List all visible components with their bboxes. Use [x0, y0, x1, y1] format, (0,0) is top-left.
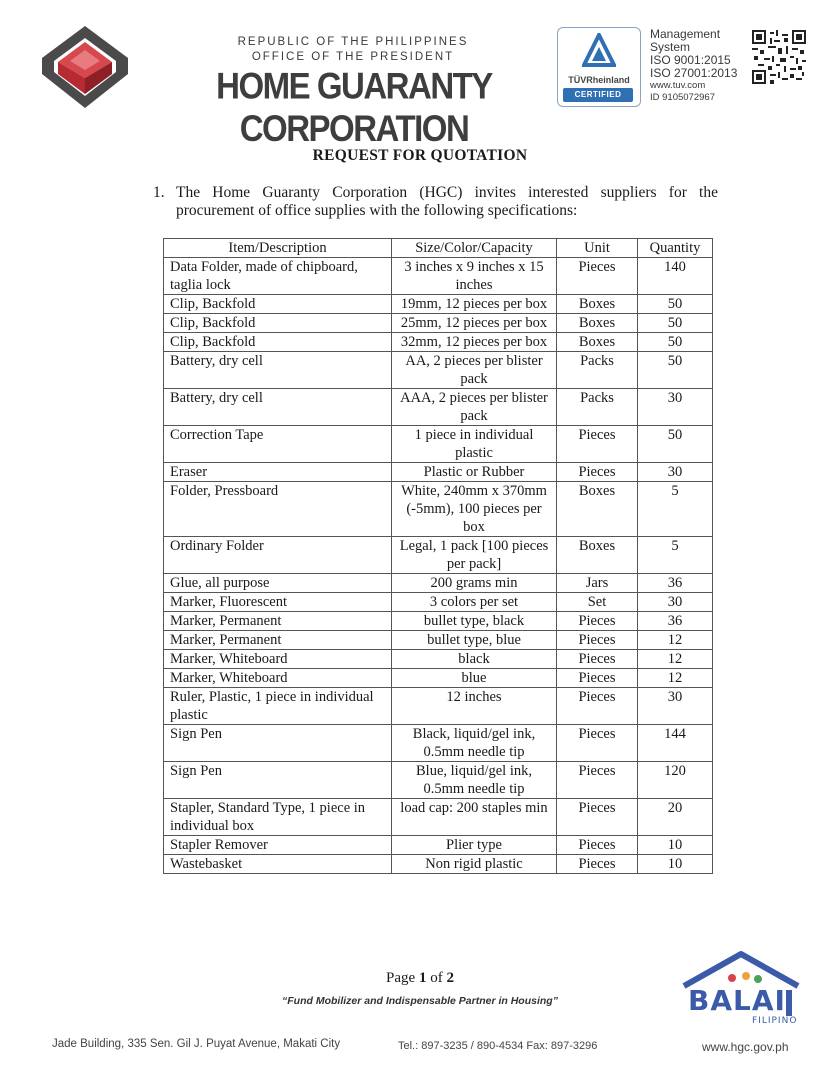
- iso-27001: ISO 27001:2013: [650, 66, 738, 80]
- balai-logo-subtext: FILIPINO: [752, 1016, 798, 1026]
- item-unit: Pieces: [557, 612, 638, 631]
- item-unit: Packs: [557, 352, 638, 389]
- header-size: Size/Color/Capacity: [392, 239, 557, 258]
- item-size: 12 inches: [392, 688, 557, 725]
- item-size: 19mm, 12 pieces per box: [392, 295, 557, 314]
- item-quantity: 20: [638, 799, 713, 836]
- item-size: 3 inches x 9 inches x 15 inches: [392, 258, 557, 295]
- management-line1: Management: [650, 27, 721, 41]
- item-size: bullet type, black: [392, 612, 557, 631]
- item-description: Correction Tape: [164, 426, 392, 463]
- table-row: [164, 258, 713, 295]
- item-quantity: 30: [638, 389, 713, 426]
- table-row: [164, 537, 713, 574]
- tuv-id: ID 9105072967: [650, 92, 715, 103]
- item-description: Battery, dry cell: [164, 389, 392, 426]
- table-row: [164, 574, 713, 593]
- item-size: 3 colors per set: [392, 593, 557, 612]
- item-unit: Packs: [557, 389, 638, 426]
- table-row: [164, 463, 713, 482]
- item-description: Marker, Permanent: [164, 612, 392, 631]
- item-unit: Pieces: [557, 855, 638, 874]
- item-description: Wastebasket: [164, 855, 392, 874]
- item-size: black: [392, 650, 557, 669]
- item-quantity: 5: [638, 537, 713, 574]
- table-row: [164, 799, 713, 836]
- tuv-certified-label: CERTIFIED: [563, 88, 633, 102]
- item-description: Stapler, Standard Type, 1 piece in individual box: [164, 799, 392, 836]
- header-quantity: Quantity: [638, 239, 713, 258]
- tuv-website: www.tuv.com: [650, 80, 706, 91]
- item-description: Sign Pen: [164, 762, 392, 799]
- item-quantity: 12: [638, 631, 713, 650]
- table-row: [164, 593, 713, 612]
- item-description: Marker, Fluorescent: [164, 593, 392, 612]
- iso-9001: ISO 9001:2015: [650, 53, 731, 67]
- table-row: [164, 482, 713, 537]
- table-body: [164, 258, 713, 874]
- balai-logo-text: BALAI: [688, 984, 786, 1017]
- item-quantity: 50: [638, 295, 713, 314]
- intro-number: 1.: [153, 184, 165, 201]
- item-unit: Pieces: [557, 762, 638, 799]
- item-unit: Pieces: [557, 426, 638, 463]
- item-unit: Pieces: [557, 650, 638, 669]
- organization-name: HOME GUARANTY CORPORATION: [216, 65, 492, 149]
- intro-paragraph: The Home Guaranty Corporation (HGC) invites interested suppliers for the procurement of office supplies with the following specifications:: [176, 184, 718, 219]
- header-description: Item/Description: [164, 239, 392, 258]
- item-description: Clip, Backfold: [164, 333, 392, 352]
- document-title: REQUEST FOR QUOTATION: [312, 147, 528, 164]
- item-quantity: 36: [638, 574, 713, 593]
- item-description: Glue, all purpose: [164, 574, 392, 593]
- item-quantity: 10: [638, 836, 713, 855]
- item-size: Black, liquid/gel ink, 0.5mm needle tip: [392, 725, 557, 762]
- item-quantity: 50: [638, 352, 713, 389]
- item-size: Legal, 1 pack [100 pieces per pack]: [392, 537, 557, 574]
- table-row: [164, 333, 713, 352]
- hgc-house-logo-icon: [40, 24, 130, 110]
- footer-website: www.hgc.gov.ph: [702, 1040, 789, 1054]
- item-size: load cap: 200 staples min: [392, 799, 557, 836]
- specifications-table: [163, 238, 713, 874]
- table-row: [164, 352, 713, 389]
- item-unit: Boxes: [557, 314, 638, 333]
- item-description: Clip, Backfold: [164, 295, 392, 314]
- item-unit: Set: [557, 593, 638, 612]
- item-description: Marker, Whiteboard: [164, 650, 392, 669]
- item-unit: Pieces: [557, 463, 638, 482]
- item-size: 32mm, 12 pieces per box: [392, 333, 557, 352]
- footer-telephone: Tel.: 897-3235 / 890-4534 Fax: 897-3296: [398, 1040, 598, 1052]
- page-prefix: Page: [386, 970, 419, 986]
- page-of: of: [426, 970, 447, 986]
- table-row: [164, 762, 713, 799]
- item-size: blue: [392, 669, 557, 688]
- item-quantity: 10: [638, 855, 713, 874]
- table-row: [164, 688, 713, 725]
- item-size: 25mm, 12 pieces per box: [392, 314, 557, 333]
- item-description: Data Folder, made of chipboard, taglia lock: [164, 258, 392, 295]
- management-line2: System: [650, 40, 691, 54]
- item-description: Battery, dry cell: [164, 352, 392, 389]
- footer-address: Jade Building, 335 Sen. Gil J. Puyat Avenue, Makati City: [52, 1038, 341, 1050]
- table-row: [164, 725, 713, 762]
- item-size: Blue, liquid/gel ink, 0.5mm needle tip: [392, 762, 557, 799]
- page-current: 1: [418, 970, 427, 986]
- item-quantity: 30: [638, 463, 713, 482]
- item-quantity: 120: [638, 762, 713, 799]
- item-description: Folder, Pressboard: [164, 482, 392, 537]
- qr-code-icon: [752, 30, 806, 84]
- item-unit: Jars: [557, 574, 638, 593]
- item-size: White, 240mm x 370mm (-5mm), 100 pieces per box: [392, 482, 557, 537]
- tuv-certification-badge: [557, 27, 641, 107]
- republic-heading: REPUBLIC OF THE PHILIPPINES: [237, 36, 469, 48]
- table-row: [164, 426, 713, 463]
- item-quantity: 30: [638, 593, 713, 612]
- item-size: AAA, 2 pieces per blister pack: [392, 389, 557, 426]
- item-quantity: 50: [638, 426, 713, 463]
- item-unit: Pieces: [557, 725, 638, 762]
- item-description: Sign Pen: [164, 725, 392, 762]
- item-description: Ruler, Plastic, 1 piece in individual plastic: [164, 688, 392, 725]
- item-size: bullet type, blue: [392, 631, 557, 650]
- office-heading: OFFICE OF THE PRESIDENT: [251, 51, 455, 63]
- table-header-row: [164, 239, 713, 258]
- item-unit: Pieces: [557, 669, 638, 688]
- item-quantity: 144: [638, 725, 713, 762]
- table-row: [164, 314, 713, 333]
- item-unit: Boxes: [557, 333, 638, 352]
- item-description: Marker, Whiteboard: [164, 669, 392, 688]
- item-quantity: 50: [638, 333, 713, 352]
- table-row: [164, 650, 713, 669]
- table-row: [164, 669, 713, 688]
- table-row: [164, 295, 713, 314]
- item-unit: Boxes: [557, 537, 638, 574]
- table-row: [164, 855, 713, 874]
- table-row: [164, 612, 713, 631]
- item-unit: Pieces: [557, 836, 638, 855]
- table-row: [164, 631, 713, 650]
- header-unit: Unit: [557, 239, 638, 258]
- item-description: Stapler Remover: [164, 836, 392, 855]
- item-quantity: 140: [638, 258, 713, 295]
- table-row: [164, 836, 713, 855]
- item-quantity: 5: [638, 482, 713, 537]
- item-description: Eraser: [164, 463, 392, 482]
- balai-filipino-logo-icon: [678, 950, 804, 1026]
- item-size: 200 grams min: [392, 574, 557, 593]
- table-row: [164, 389, 713, 426]
- management-system-info: [650, 28, 737, 104]
- item-quantity: 36: [638, 612, 713, 631]
- item-unit: Pieces: [557, 688, 638, 725]
- item-size: Plastic or Rubber: [392, 463, 557, 482]
- tuv-brand-label: TÜVRheinland: [568, 75, 630, 85]
- item-size: 1 piece in individual plastic: [392, 426, 557, 463]
- item-size: Non rigid plastic: [392, 855, 557, 874]
- item-quantity: 12: [638, 650, 713, 669]
- corporate-motto: “Fund Mobilizer and Indispensable Partner in Housing”: [282, 995, 558, 1007]
- item-unit: Pieces: [557, 799, 638, 836]
- item-quantity: 50: [638, 314, 713, 333]
- item-description: Ordinary Folder: [164, 537, 392, 574]
- item-quantity: 12: [638, 669, 713, 688]
- item-size: AA, 2 pieces per blister pack: [392, 352, 557, 389]
- item-unit: Boxes: [557, 295, 638, 314]
- item-size: Plier type: [392, 836, 557, 855]
- item-unit: Pieces: [557, 258, 638, 295]
- item-description: Marker, Permanent: [164, 631, 392, 650]
- item-unit: Pieces: [557, 631, 638, 650]
- page-total: 2: [446, 970, 454, 986]
- tuv-triangle-icon: [582, 33, 616, 71]
- item-description: Clip, Backfold: [164, 314, 392, 333]
- item-unit: Boxes: [557, 482, 638, 537]
- item-quantity: 30: [638, 688, 713, 725]
